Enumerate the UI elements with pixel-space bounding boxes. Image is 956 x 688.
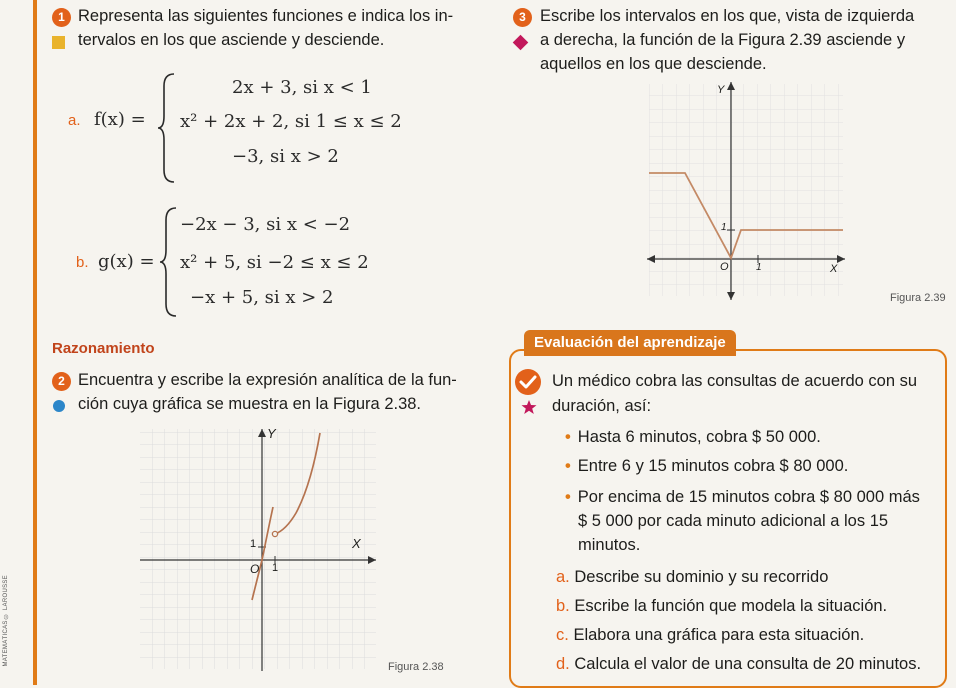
pink-diamond-icon (513, 35, 529, 51)
bullet-continuation: $ 5 000 por cada minuto adicional a los 15 (578, 512, 889, 530)
fig239-y-one-label: 1 (721, 222, 727, 233)
fig238-y-label: Y (267, 426, 276, 441)
exercise-1-line-1: Representa las siguientes funciones e indica los in- (78, 7, 454, 25)
left-brace-icon (156, 72, 178, 184)
fig238-y-one-label: 1 (250, 538, 257, 550)
figure-2-39-caption: Figura 2.39 (890, 292, 946, 304)
evaluation-line-1: Un médico cobra las consultas de acuerdo con su (552, 372, 918, 390)
exercise-number-badge: 1 (52, 8, 71, 27)
g-of-x-label: g(x) = (98, 251, 155, 272)
exercise-3-line-2: a derecha, la función de la Figura 2.39 asciende y (540, 31, 906, 49)
exercise-3-line-3: aquellos en los que desciende. (540, 55, 767, 73)
exercise-number-badge: 2 (52, 372, 71, 391)
task-item: b. Escribe la función que modela la situación. (556, 597, 888, 615)
left-brace-icon (158, 206, 180, 318)
figure-2-39-graph (643, 80, 849, 302)
fig239-x-label: X (830, 263, 838, 275)
blue-circle-icon (53, 400, 65, 412)
part-b-letter: b. (76, 254, 89, 271)
task-item: a. Describe su dominio y su recorrido (556, 568, 829, 586)
f-case-1: 2x + 3, si x < 1 (232, 77, 372, 98)
razonamiento-heading: Razonamiento (52, 340, 155, 357)
g-case-1: −2x − 3, si x < −2 (180, 214, 351, 235)
f-of-x-label: f(x) = (94, 109, 146, 130)
task-item: d. Calcula el valor de una consulta de 20 minutos. (556, 655, 922, 673)
evaluation-title: Evaluación del aprendizaje (524, 330, 736, 356)
evaluation-line-2: duración, así: (552, 397, 652, 415)
fig238-origin-label: O (250, 562, 260, 576)
task-item: c. Elabora una gráfica para esta situación. (556, 626, 865, 644)
bullet-continuation: minutos. (578, 536, 641, 554)
f-case-2: x² + 2x + 2, si 1 ≤ x ≤ 2 (180, 111, 402, 132)
fig238-x-label: X (352, 536, 361, 551)
fig238-x-one-label: 1 (272, 562, 279, 574)
exercise-1-line-2: tervalos en los que asciende y desciende. (78, 31, 385, 49)
f-case-3: −3, si x > 2 (232, 146, 339, 167)
exercise-2-line-2: ción cuya gráfica se muestra en la Figura 2.38. (78, 395, 422, 413)
fig239-x-one-label: 1 (756, 262, 762, 273)
bullet-item: • Hasta 6 minutos, cobra $ 50 000. (565, 428, 821, 446)
figure-2-38-graph (136, 425, 382, 675)
g-case-3: −x + 5, si x > 2 (190, 287, 334, 308)
bullet-item: • Entre 6 y 15 minutos cobra $ 80 000. (565, 457, 849, 475)
part-a-letter: a. (68, 112, 81, 129)
bullet-item: • Por encima de 15 minutos cobra $ 80 000 más (565, 488, 920, 506)
yellow-square-icon (52, 36, 65, 49)
exercise-3-line-1: Escribe los intervalos en los que, vista de izquierda (540, 7, 915, 25)
star-icon (521, 399, 537, 415)
fig239-y-label: Y (717, 84, 725, 96)
g-case-2: x² + 5, si −2 ≤ x ≤ 2 (180, 252, 369, 273)
exercise-number-badge: 3 (513, 8, 532, 27)
exercise-2-line-1: Encuentra y escribe la expresión analítica de la fun- (78, 371, 457, 389)
checkmark-icon (514, 368, 542, 396)
fig239-origin-label: O (720, 261, 729, 273)
left-margin-rule (33, 0, 37, 685)
figure-2-38-caption: Figura 2.38 (388, 661, 444, 673)
side-credit: MATEMÁTICAS © LAROUSSE (3, 575, 9, 667)
